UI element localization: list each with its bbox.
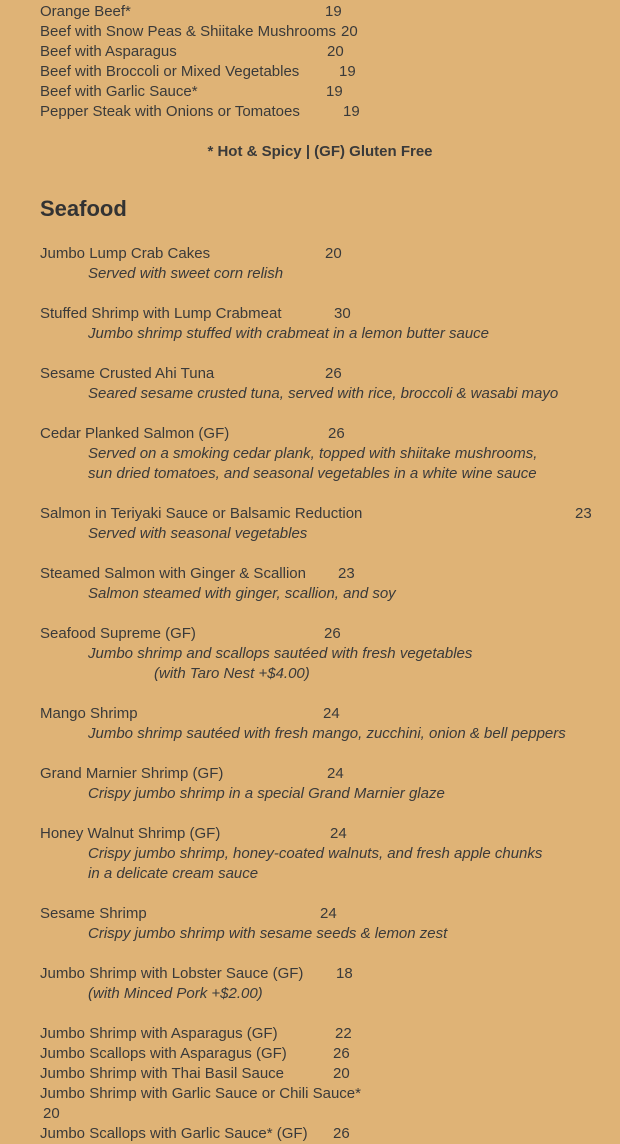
item-name: Jumbo Lump Crab Cakes (40, 245, 211, 262)
legend-note: * Hot & Spicy | (GF) Gluten Free (207, 143, 433, 160)
item-name: Cedar Planked Salmon (GF) (40, 425, 230, 442)
item-price: 23 (575, 505, 592, 522)
item-price: 20 (333, 1065, 350, 1082)
item-price: 18 (336, 965, 353, 982)
item-description: Served with sweet corn relish (88, 265, 284, 282)
item-description: sun dried tomatoes, and seasonal vegetables in a white wine sauce (88, 465, 537, 482)
item-name: Beef with Asparagus (40, 43, 177, 60)
item-price: 20 (327, 43, 344, 60)
item-description: Jumbo shrimp sautéed with fresh mango, zucchini, onion & bell peppers (88, 725, 566, 742)
item-name: Jumbo Shrimp with Garlic Sauce or Chili Sauce* (40, 1085, 361, 1102)
item-description: Seared sesame crusted tuna, served with rice, broccoli & wasabi mayo (88, 385, 559, 402)
item-name: Jumbo Shrimp with Asparagus (GF) (40, 1025, 278, 1042)
item-name: Jumbo Shrimp with Thai Basil Sauce (40, 1065, 284, 1082)
item-price: 26 (325, 365, 342, 382)
item-name: Sesame Crusted Ahi Tuna (40, 365, 215, 382)
item-price: 26 (324, 625, 341, 642)
item-name: Salmon in Teriyaki Sauce or Balsamic Reduction (40, 505, 363, 522)
item-name: Sesame Shrimp (40, 905, 147, 922)
item-description: Crispy jumbo shrimp in a special Grand Marnier glaze (88, 785, 445, 802)
item-name: Honey Walnut Shrimp (GF) (40, 825, 221, 842)
item-price: 24 (330, 825, 347, 842)
item-description: Served with seasonal vegetables (88, 525, 308, 542)
item-price: 26 (328, 425, 345, 442)
item-name: Beef with Garlic Sauce* (40, 83, 198, 100)
item-description: Jumbo shrimp stuffed with crabmeat in a lemon butter sauce (88, 325, 490, 342)
item-price: 19 (325, 3, 342, 20)
item-name: Jumbo Scallops with Garlic Sauce* (GF) (40, 1125, 308, 1142)
item-description: Served on a smoking cedar plank, topped with shiitake mushrooms, (88, 445, 538, 462)
item-name: Grand Marnier Shrimp (GF) (40, 765, 224, 782)
item-name: Jumbo Shrimp with Lobster Sauce (GF) (40, 965, 304, 982)
item-price: 24 (327, 765, 344, 782)
item-name: Beef with Broccoli or Mixed Vegetables (40, 63, 300, 80)
item-description: Jumbo shrimp and scallops sautéed with fresh vegetables (88, 645, 473, 662)
item-description: (with Minced Pork +$2.00) (88, 985, 263, 1002)
item-price: 19 (326, 83, 343, 100)
item-price: 26 (333, 1125, 350, 1142)
item-description: Salmon steamed with ginger, scallion, and soy (88, 585, 396, 602)
item-price: 24 (320, 905, 337, 922)
item-price: 19 (343, 103, 360, 120)
section-heading: Seafood (40, 196, 127, 221)
item-price: 20 (325, 245, 342, 262)
item-name: Seafood Supreme (GF) (40, 625, 196, 642)
item-description: in a delicate cream sauce (88, 865, 259, 882)
item-description: Crispy jumbo shrimp with sesame seeds & lemon zest (88, 925, 448, 942)
item-name: Orange Beef* (40, 3, 131, 20)
item-price: 20 (43, 1105, 60, 1122)
item-price: 20 (341, 23, 358, 40)
item-price: 23 (338, 565, 355, 582)
item-name: Pepper Steak with Onions or Tomatoes (40, 103, 300, 120)
item-price: 24 (323, 705, 340, 722)
item-price: 22 (335, 1025, 352, 1042)
item-name: Jumbo Scallops with Asparagus (GF) (40, 1045, 287, 1062)
item-name: Mango Shrimp (40, 705, 138, 722)
item-price: 26 (333, 1045, 350, 1062)
item-description: (with Taro Nest +$4.00) (154, 665, 310, 682)
item-price: 30 (334, 305, 351, 322)
item-name: Beef with Snow Peas & Shiitake Mushrooms (40, 23, 336, 40)
item-description: Crispy jumbo shrimp, honey-coated walnuts, and fresh apple chunks (88, 845, 543, 862)
item-name: Steamed Salmon with Ginger & Scallion (40, 565, 306, 582)
item-name: Stuffed Shrimp with Lump Crabmeat (40, 305, 282, 322)
item-price: 19 (339, 63, 356, 80)
